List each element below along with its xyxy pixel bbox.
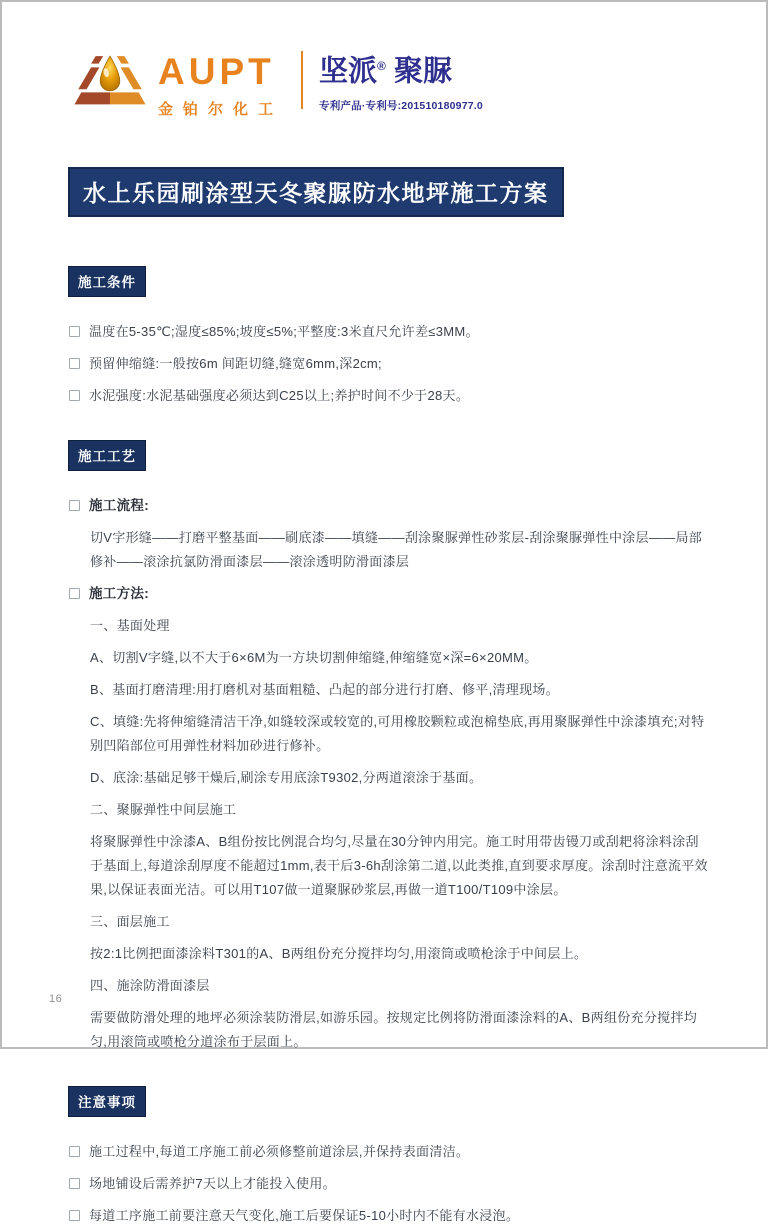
checklist-item xyxy=(68,384,708,408)
paragraph: D、底涂:基础足够干燥后,刷涂专用底涂T9302,分两道滚涂于基面。 xyxy=(90,770,483,785)
page-title: 水上乐园刷涂型天冬聚脲防水地坪施工方案 xyxy=(68,167,564,217)
checklist-item xyxy=(68,352,708,376)
brand-name-main: 坚派 xyxy=(319,55,378,88)
item-label: 施工流程: xyxy=(89,498,149,513)
header-divider xyxy=(301,51,303,109)
paragraph: 一、基面处理 xyxy=(90,618,170,633)
paragraph: B、基面打磨清理:用打磨机对基面粗糙、凸起的部分进行打磨、修平,清理现场。 xyxy=(90,682,559,697)
header xyxy=(2,2,766,119)
section xyxy=(68,266,708,408)
checkbox-icon xyxy=(69,1146,80,1157)
paragraph: 按2:1比例把面漆涂料T301的A、B两组份充分搅拌均匀,用滚筒或喷枪涂于中间层上。 xyxy=(90,946,588,961)
checklist-item xyxy=(68,1172,708,1196)
paragraph: 切V字形缝——打磨平整基面——刷底漆——填缝——刮涂聚脲弹性砂浆层-刮涂聚脲弹性中涂层——局部修补——滚涂抗氯防滑面漆层——滚涂透明防滑面漆层 xyxy=(90,530,703,569)
pyramid-oil-drop-icon xyxy=(68,47,152,115)
checklist-item xyxy=(68,582,708,606)
paragraph: 需要做防滑处理的地坪必须涂装防滑层,如游乐园。按规定比例将防滑面漆涂料的A、B两组份充分搅拌均匀,用滚筒或喷枪分道涂布于层面上。 xyxy=(90,1010,698,1049)
checkbox-icon xyxy=(69,358,80,369)
section-heading-badge: 施工工艺 xyxy=(68,440,146,471)
section xyxy=(68,1086,708,1228)
checklist-item xyxy=(68,1204,708,1228)
title-banner-wrap xyxy=(2,119,766,217)
item-text: 温度在5-35℃;湿度≤85%;坡度≤5%;平整度:3米直尺允许差≤3MM。 xyxy=(89,324,479,339)
item-text: 场地铺设后需养护7天以上才能投入使用。 xyxy=(89,1176,336,1191)
section xyxy=(68,440,708,1054)
item-text: 水泥强度:水泥基础强度必须达到C25以上;养护时间不少于28天。 xyxy=(89,388,470,403)
brand-block xyxy=(319,49,483,113)
paragraph: 将聚脲弹性中涂漆A、B组份按比例混合均匀,尽量在30分钟内用完。施工时用带齿镘刀或刮耙将涂料涂刮于基面上,每道涂刮厚度不能超过1mm,表干后3-6h刮涂第二道,以此类推,直到要求厚度。涂刮时注意流平效果,以保证表面光洁。可以用T107做一道聚脲砂浆层,再做一道T100/T109中涂层。 xyxy=(90,834,708,897)
page-number: 16 xyxy=(49,993,63,1005)
paragraph: C、填缝:先将伸缩缝清洁干净,如缝较深或较宽的,可用橡胶颗粒或泡棉垫底,再用聚脲弹性中涂漆填充;对特别凹陷部位可用弹性材料加砂进行修补。 xyxy=(90,714,705,753)
checkbox-icon xyxy=(69,1210,80,1221)
registered-trademark-icon: ® xyxy=(377,59,386,73)
checkbox-icon xyxy=(69,588,80,599)
paragraph: 四、施涂防滑面漆层 xyxy=(90,978,210,993)
checkbox-icon xyxy=(69,500,80,511)
section-heading-badge: 施工条件 xyxy=(68,266,146,297)
checklist-item xyxy=(68,1140,708,1164)
logo-acronym: AUPT xyxy=(158,51,275,92)
checklist-item xyxy=(68,494,708,518)
brand-name-sub: 聚脲 xyxy=(393,55,452,88)
checkbox-icon xyxy=(69,326,80,337)
section-heading-badge: 注意事项 xyxy=(68,1086,146,1117)
item-label: 施工方法: xyxy=(89,586,149,601)
brand-name xyxy=(319,49,483,89)
logo-text-block xyxy=(158,53,283,119)
paragraph: A、切割V字缝,以不大于6×6M为一方块切割伸缩缝,伸缩缝宽×深=6×20MM。 xyxy=(90,650,538,665)
item-text: 每道工序施工前要注意天气变化,施工后要保证5-10小时内不能有水浸泡。 xyxy=(89,1208,520,1223)
checkbox-icon xyxy=(69,390,80,401)
paragraph: 三、面层施工 xyxy=(90,914,170,929)
checklist-item xyxy=(68,320,708,344)
paragraph: 二、聚脲弹性中间层施工 xyxy=(90,802,237,817)
logo-company-name: 金铂尔化工 xyxy=(158,101,284,118)
patent-line: 专利产品·专利号:201510180977.0 xyxy=(319,99,483,112)
item-text: 预留伸缩缝:一般按6m 间距切缝,缝宽6mm,深2cm; xyxy=(89,356,382,371)
item-text: 施工过程中,每道工序施工前必须修整前道涂层,并保持表面清洁。 xyxy=(89,1144,470,1159)
sections xyxy=(2,266,766,1228)
checkbox-icon xyxy=(69,1178,80,1189)
